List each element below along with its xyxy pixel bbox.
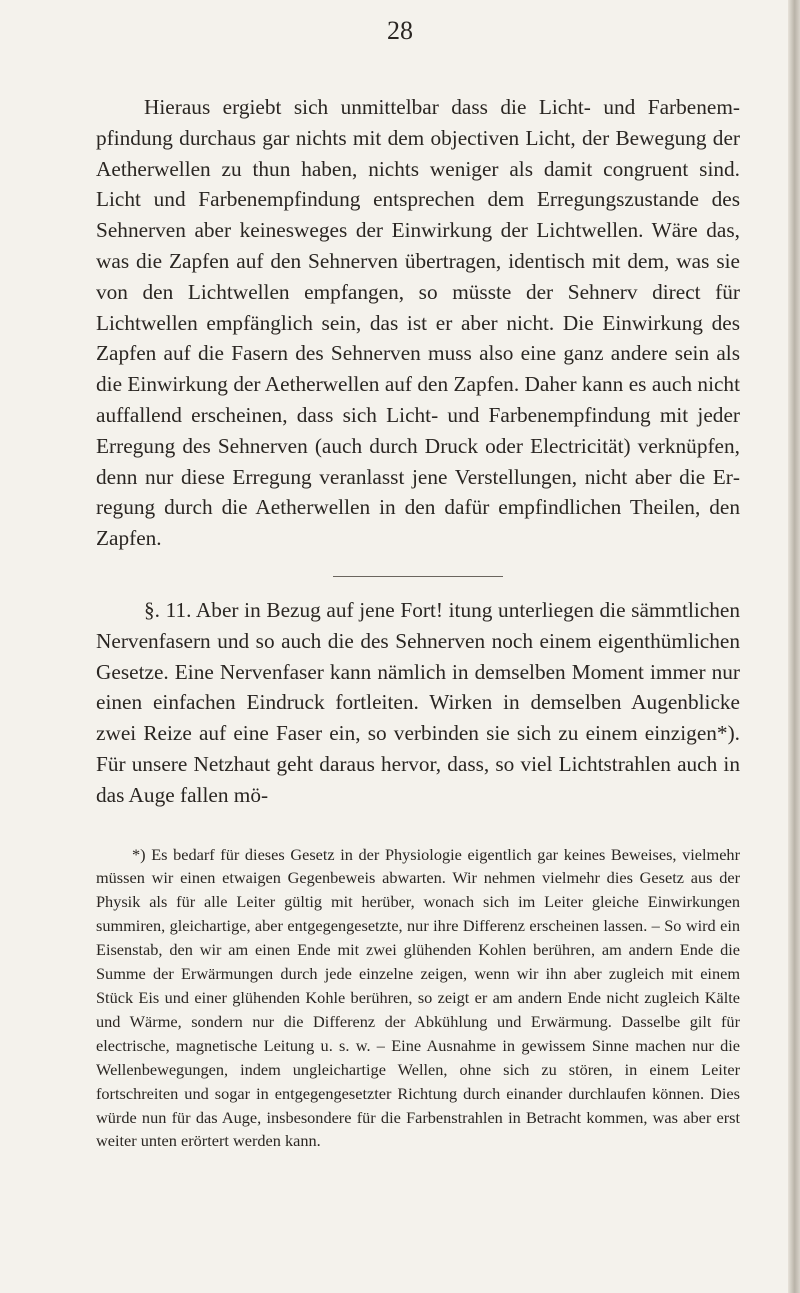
page-body <box>96 92 740 1153</box>
footnote: *) Es bedarf für dieses Gesetz in der Physiologie eigentlich gar keines Beweises, vielmehr müssen wir einen etwaigen Gegenbeweis abwarten. Wir nehmen vielmehr dies Gesetz aus der Physik als für alle Leiter gültig mit herüber, wonach sich im Leiter gleiche Einwirkungen summiren, gleichartige, aber entgegengesetzte, nur ihre Differenz erscheinen lassen. – So wird ein Eisenstab, den wir am einen Ende mit zwei glühenden Kohlen berühren, am andern Ende die Summe der Erwärmungen durch jede einzelne zeigen, wenn wir ihn aber zugleich mit einem Stück Eis und einer glühenden Kohle berühren, so zeigt er am andern Ende nicht zugleich Kälte und Wärme, sondern nur die Differenz der Abkühlung und Erwärmung. Dasselbe gilt für electrische, magnetische Leitung u. s. w. – Eine Ausnahme in gewissem Sinne machen nur die Wellenbewegungen, indem ungleichartige Wellen, ohne sich zu stören, in einem Leiter fortschreiten und sogar in entgegengesetzter Richtung durch einander durchlaufen können. Dies würde nun für das Auge, insbesondere für die Farbenstrahlen in Betracht kommen, was aber erst weiter unten erörtert werden kann. <box>96 844 740 1151</box>
page-edge-shadow <box>788 0 800 1293</box>
paragraph-1: Hieraus ergiebt sich unmittelbar dass die Licht- und Farbenempfindung durchaus gar nichts mit dem objectiven Licht, der Bewegung der Aetherwellen zu thun haben, nichts weniger als damit congruent sind. Licht und Farbenempfindung entsprechen dem Erregungszustande des Sehnerven aber keinesweges der Einwirkung der Lichtwellen. Wäre das, was die Zapfen auf den Sehnerven übertragen, identisch mit dem, was sie von den Lichtwellen empfangen, so müsste der Sehnerv direct für Lichtwellen empfänglich sein, das ist er aber nicht. Die Einwirkung des Zapfen auf die Fasern des Sehnerven muss also eine ganz andere sein als die Einwirkung der Aetherwellen auf den Zapfen. Daher kann es auch nicht auffallend erscheinen, dass sich Licht- und Farbenempfindung mit jeder Erregung des Sehnerven (auch durch Druck oder Electricität) verknüpfen, denn nur diese Erregung veranlasst jene Verstellungen, nicht aber die Erregung durch die Aetherwellen in den dafür empfindlichen Theilen, den Zapfen. <box>96 95 740 551</box>
section-divider <box>333 576 503 577</box>
paragraph-section-11: §. 11. Aber in Bezug auf jene Fort! itung unterliegen die sämmtlichen Nervenfasern und so auch die des Sehnerven noch einem eigenthümlichen Gesetze. Eine Nervenfaser kann nämlich in demselben Moment immer nur einen einfachen Eindruck fortleiten. Wirken in demselben Augenblicke zwei Reize auf eine Faser ein, so verbinden sie sich zu einem einzigen*). Für unsere Netzhaut geht daraus hervor, dass, so viel Lichtstrahlen auch in das Auge fallen mö- <box>96 597 740 807</box>
page-number: 28 <box>387 16 413 45</box>
